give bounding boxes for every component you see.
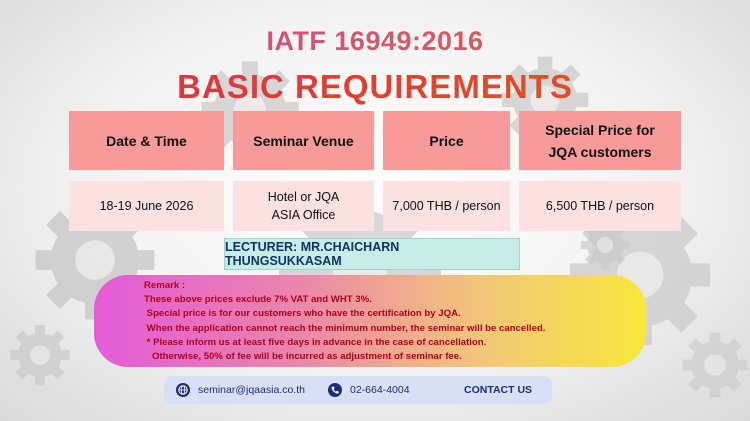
value-seminar-venue: Hotel or JQA ASIA Office bbox=[233, 181, 374, 231]
remark-line: * Please inform us at least five days in advance in the case of cancellation. bbox=[144, 336, 487, 348]
contact-bar bbox=[164, 376, 552, 404]
contact-email-link[interactable]: seminar@jqaasia.co.th bbox=[198, 384, 305, 396]
header-special-price: Special Price for JQA customers bbox=[519, 111, 681, 170]
header-date-time: Date & Time bbox=[69, 111, 224, 170]
gear-icon bbox=[683, 333, 748, 398]
remark-line: These above prices exclude 7% VAT and WHT 3%. bbox=[144, 294, 372, 306]
course-name-title: BASIC REQUIREMENTS bbox=[0, 68, 750, 106]
contact-us-button[interactable]: CONTACT US bbox=[464, 384, 533, 396]
contact-phone[interactable]: 02-664-4004 bbox=[350, 384, 410, 396]
value-date-time: 18-19 June 2026 bbox=[69, 181, 224, 231]
remark-line: Otherwise, 50% of fee will be incurred as adjustment of seminar fee. bbox=[144, 351, 462, 363]
remark-text bbox=[144, 279, 644, 364]
remark-line: Special price is for our customers who have the certification by JQA. bbox=[144, 308, 461, 320]
gear-icon bbox=[10, 325, 69, 384]
lecturer-badge: LECTURER: MR.CHAICHARN THUNGSUKKASAM bbox=[224, 238, 520, 270]
phone-icon bbox=[328, 383, 342, 397]
remark-line: When the application cannot reach the minimum number, the seminar will be cancelled. bbox=[144, 322, 546, 334]
header-price: Price bbox=[383, 111, 510, 170]
globe-icon bbox=[176, 383, 190, 397]
value-special-price: 6,500 THB / person bbox=[519, 181, 681, 231]
header-seminar-venue: Seminar Venue bbox=[233, 111, 374, 170]
remark-heading: Remark : bbox=[144, 280, 186, 291]
course-code-title: IATF 16949:2016 bbox=[0, 26, 750, 57]
value-price: 7,000 THB / person bbox=[383, 181, 510, 231]
